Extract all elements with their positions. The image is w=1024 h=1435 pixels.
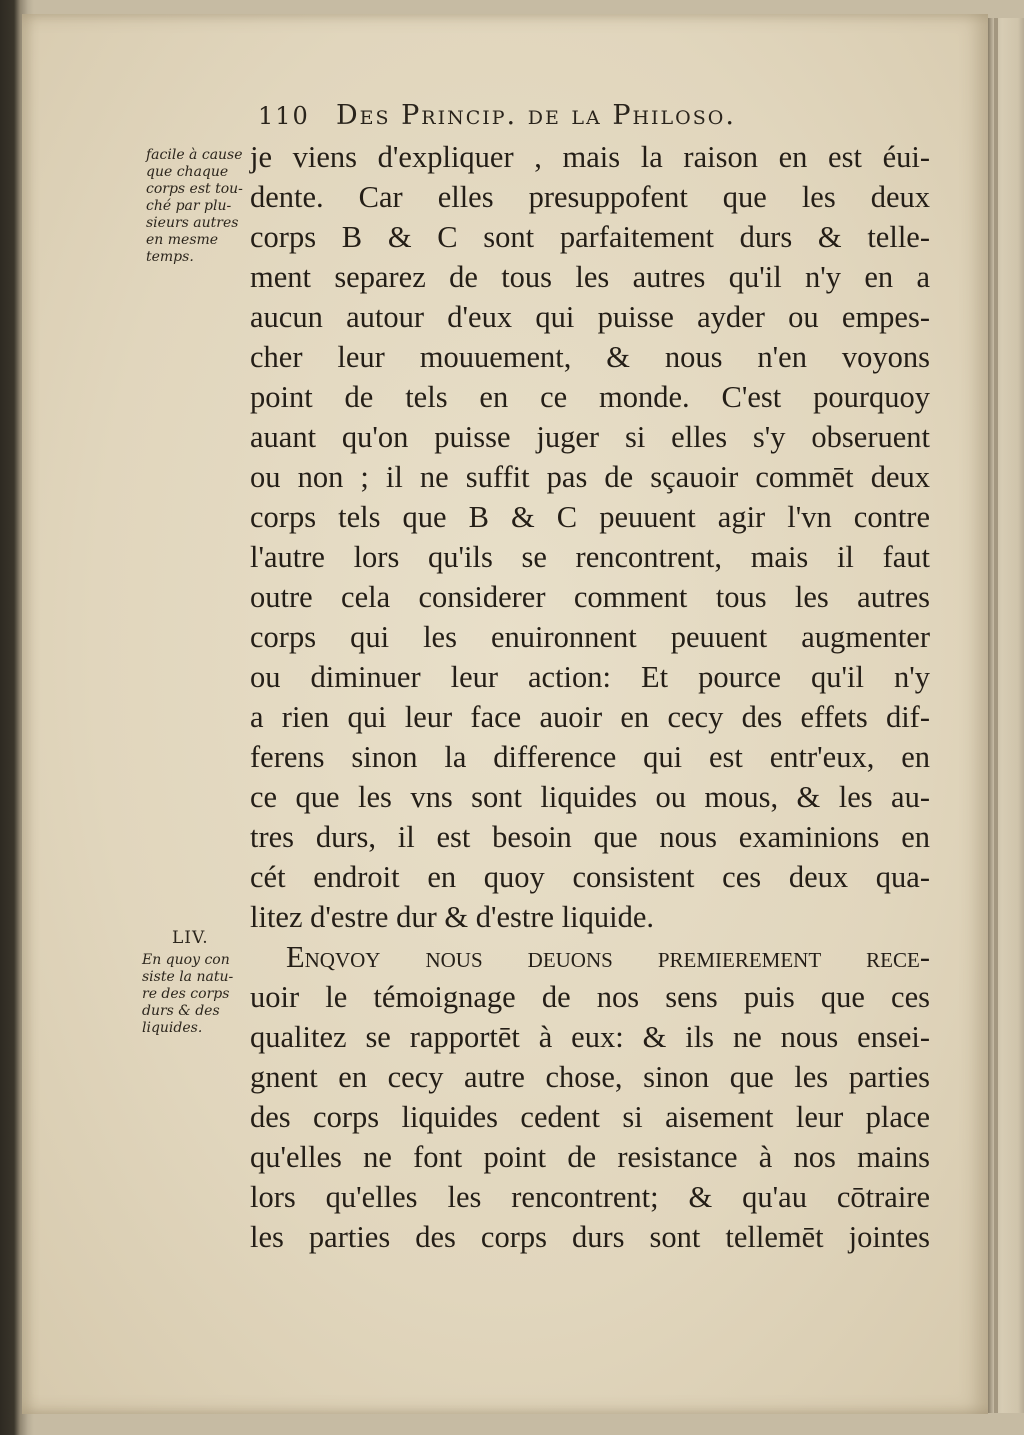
body-line: a rien qui leur face auoir en cecy des effets dif-	[250, 700, 930, 734]
body-line: point de tels en ce monde. C'est pourquoy	[250, 380, 930, 414]
page-header	[258, 100, 918, 131]
body-line: outre cela considerer comment tous les autres	[250, 580, 930, 614]
body-line: cher leur mouuement, & nous n'en voyons	[250, 340, 930, 374]
article-number: LIV.	[172, 928, 209, 948]
body-line: qu'elles ne font point de resistance à nos mains	[250, 1140, 930, 1174]
body-line: corps qui les enuironnent peuuent augmenter	[250, 620, 930, 654]
body-line: uoir le témoignage de nos sens puis que ces	[250, 980, 930, 1014]
body-line: corps B & C sont parfaitement durs & telle-	[250, 220, 930, 254]
body-line: ou diminuer leur action: Et pource qu'il n'y	[250, 660, 930, 694]
margin-note-line: que chaque	[146, 164, 229, 180]
margin-note-2	[142, 952, 258, 1037]
margin-note-line: sieurs autres	[146, 215, 239, 231]
body-line: auant qu'on puisse juger si elles s'y obseruent	[250, 420, 930, 454]
margin-note-line: temps.	[146, 249, 194, 265]
margin-note-line: facile à cause	[146, 147, 243, 163]
body-line: ferens sinon la difference qui est entr'eux, en	[250, 740, 930, 774]
body-line: ment separez de tous les autres qu'il n'y en a	[250, 260, 930, 294]
margin-note-line: siste la natu-	[142, 969, 234, 985]
margin-note-line: ché par plu-	[146, 198, 232, 214]
body-line: ou non ; il ne suffit pas de sçauoir commēt deux	[250, 460, 930, 494]
body-line: litez d'estre dur & d'estre liquide.	[250, 900, 654, 934]
body-line: lors qu'elles les rencontrent; & qu'au cōtraire	[250, 1180, 930, 1214]
margin-note-line: durs & des	[142, 1003, 220, 1019]
body-line: des corps liquides cedent si aisement leur place	[250, 1100, 930, 1134]
margin-note-line: en mesme	[146, 232, 219, 248]
running-title: Des Princip. de la Philoso.	[336, 100, 736, 131]
body-line: aucun autour d'eux qui puisse ayder ou empes-	[250, 300, 930, 334]
page-edge-strip	[994, 18, 998, 1413]
page-number: 110	[258, 102, 310, 130]
margin-note-line: corps est tou-	[146, 181, 243, 197]
body-line: je viens d'expliquer , mais la raison en est éui-	[250, 140, 930, 174]
body-line: cét endroit en quoy consistent ces deux qua-	[250, 860, 930, 894]
body-line: gnent en cecy autre chose, sinon que les parties	[250, 1060, 930, 1094]
body-line: l'autre lors qu'ils se rencontrent, mais il faut	[250, 540, 930, 574]
margin-note-line: En quoy con	[142, 952, 230, 968]
margin-note-1	[146, 147, 262, 266]
body-line: ce que les vns sont liquides ou mous, & les au-	[250, 780, 930, 814]
body-line: Enqvoy nous deuons premierement rece-	[286, 940, 930, 974]
body-line: les parties des corps durs sont tellemēt jointes	[250, 1220, 930, 1254]
next-page-edge	[988, 18, 1024, 1413]
body-line: dente. Car elles presuppofent que les deux	[250, 180, 930, 214]
body-line: corps tels que B & C peuuent agir l'vn contre	[250, 500, 930, 534]
margin-note-line: re des corps	[142, 986, 230, 1002]
margin-note-line: liquides.	[142, 1020, 203, 1036]
body-line: qualitez se rapportēt à eux: & ils ne nous ensei-	[250, 1020, 930, 1054]
body-line: tres durs, il est besoin que nous examinions en	[250, 820, 930, 854]
